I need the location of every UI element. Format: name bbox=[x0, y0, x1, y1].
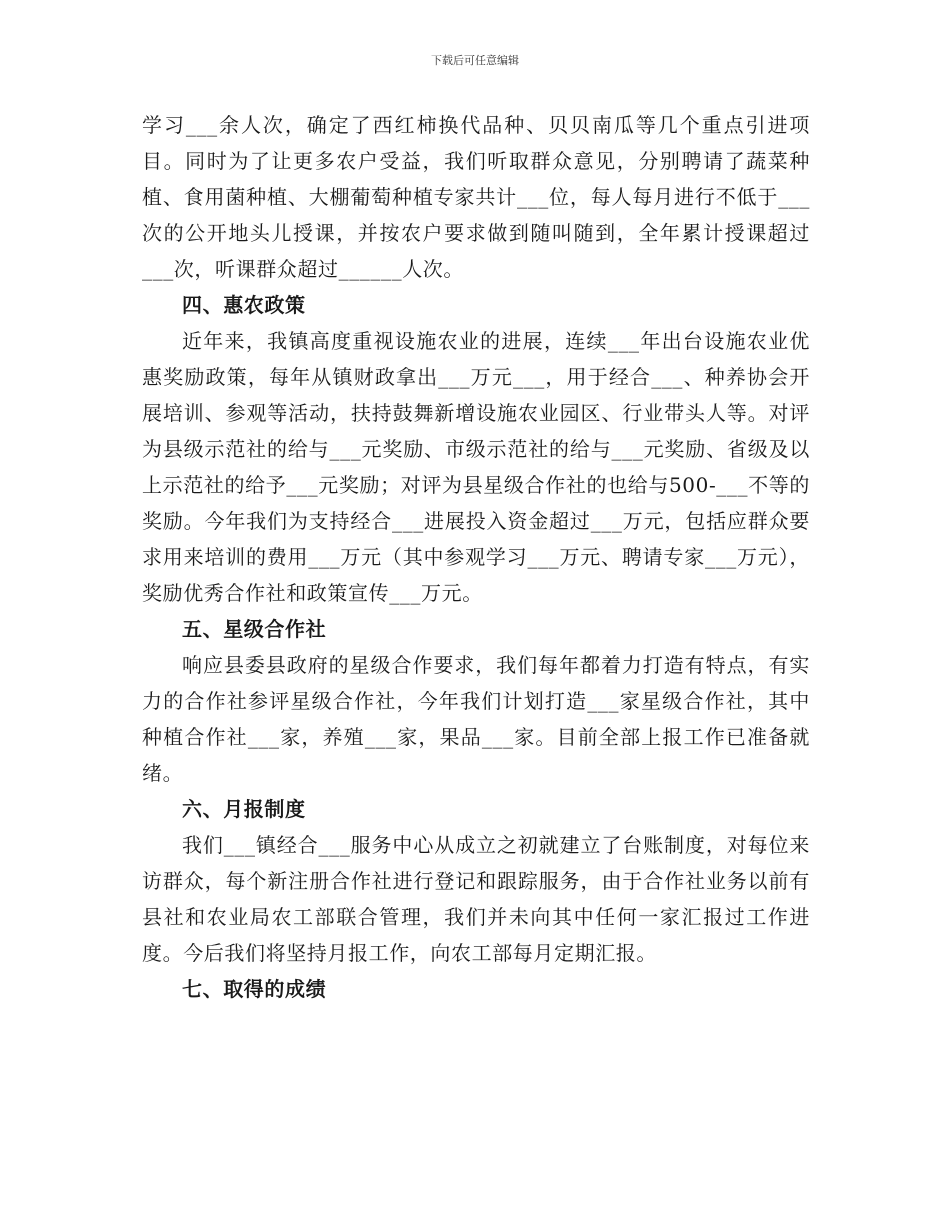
paragraph-monthly-report: 我们___镇经合___服务中心从成立之初就建立了台账制度，对每位来访群众，每个新注册合作社进行登记和跟踪服务，由于合作社业务以前有县社和农业局农工部联合管理，我们并未向其中任何一家汇报过工作进度。今后我们将坚持月报工作，向农工部每月定期汇报。 bbox=[142, 833, 810, 965]
section-heading-star-cooperatives: 五、星级合作社 bbox=[182, 617, 327, 641]
paragraph-star-cooperatives: 响应县委县政府的星级合作要求，我们每年都着力打造有特点，有实力的合作社参评星级合作社，今年我们计划打造___家星级合作社，其中种植合作社___家，养殖___家，果品___家。目前全部上报工作已准备就绪。 bbox=[142, 653, 810, 785]
section-heading-achievements: 七、取得的成绩 bbox=[182, 977, 327, 1001]
section-heading-policy: 四、惠农政策 bbox=[182, 293, 306, 317]
document-body bbox=[142, 107, 810, 1007]
page-header: 下载后可任意编辑 bbox=[431, 54, 519, 67]
section-heading-monthly-report: 六、月报制度 bbox=[182, 797, 306, 821]
paragraph-continued: 学习___余人次，确定了西红柿换代品种、贝贝南瓜等几个重点引进项目。同时为了让更多农户受益，我们听取群众意见，分别聘请了蔬菜种植、食用菌种植、大棚葡萄种植专家共计___位，每人每月进行不低于___次的公开地头儿授课，并按农户要求做到随叫随到，全年累计授课超过___次，听课群众超过______人次。 bbox=[142, 113, 810, 281]
paragraph-policy: 近年来，我镇高度重视设施农业的进展，连续___年出台设施农业优惠奖励政策，每年从镇财政拿出___万元___，用于经合___、种养协会开展培训、参观等活动，扶持鼓舞新增设施农业园区、行业带头人等。对评为县级示范社的给与___元奖励、市级示范社的给与___元奖励、省级及以上示范社的给予___元奖励；对评为县星级合作社的也给与500-___不等的奖励。今年我们为支持经合___进展投入资金超过___万元，包括应群众要求用来培训的费用___万元（其中参观学习___万元、聘请专家___万元），奖励优秀合作社和政策宣传___万元。 bbox=[142, 329, 810, 605]
